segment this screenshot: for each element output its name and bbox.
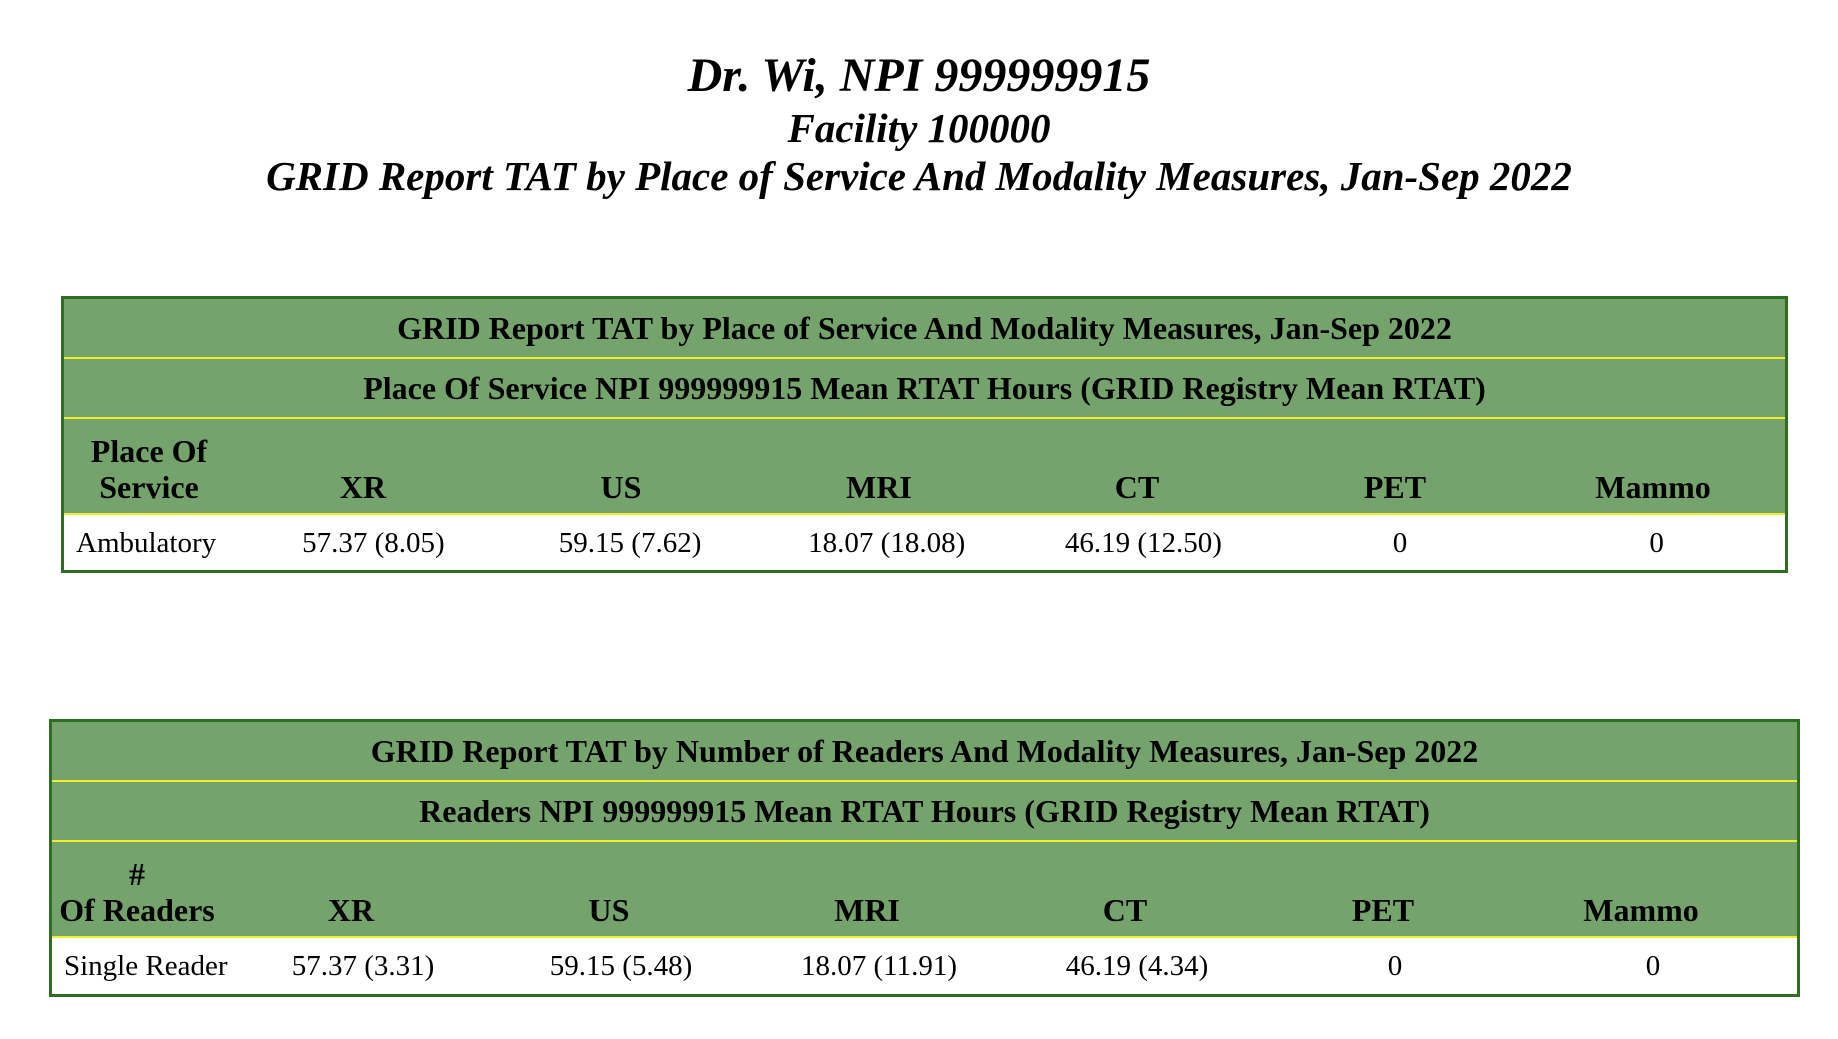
column-header-mri: MRI [846, 469, 912, 505]
row-label: Ambulatory [76, 526, 217, 559]
column-header-row [52, 842, 1797, 938]
column-header-number-of-readers [52, 856, 222, 936]
column-header-line2: Of Readers [59, 892, 215, 928]
column-header-mammo: Mammo [1583, 892, 1699, 928]
column-header-row [64, 419, 1785, 515]
facility-title: Facility 100000 [787, 105, 1051, 151]
row-label: Single Reader [64, 949, 228, 982]
cell-mammo: 0 [1649, 526, 1664, 559]
column-header-us: US [600, 469, 642, 505]
number-of-readers-table [49, 719, 1800, 997]
table-subtitle: Readers NPI 999999915 Mean RTAT Hours (GRID Registry Mean RTAT) [52, 782, 1797, 842]
cell-mri: 18.07 (11.91) [801, 949, 957, 982]
cell-ct: 46.19 (4.34) [1065, 949, 1209, 982]
column-header-xr: XR [327, 892, 375, 928]
physician-title: Dr. Wi, NPI 999999915 [687, 49, 1151, 102]
cell-pet: 0 [1387, 949, 1403, 982]
column-header-line2: Service [99, 469, 199, 505]
column-header-ct: CT [1114, 469, 1160, 505]
column-header-us: US [588, 892, 630, 928]
cell-pet: 0 [1392, 526, 1408, 559]
table-title: GRID Report TAT by Place of Service And Modality Measures, Jan-Sep 2022 [64, 299, 1785, 359]
column-header-pet: PET [1351, 892, 1415, 928]
column-header-xr: XR [339, 469, 387, 505]
cell-mammo: 0 [1645, 949, 1661, 982]
column-header-mri: MRI [834, 892, 900, 928]
column-header-line1: # [129, 856, 145, 892]
column-header-ct: CT [1102, 892, 1148, 928]
report-header [0, 48, 1838, 200]
place-of-service-table [61, 296, 1788, 573]
column-header-place-of-service [64, 433, 234, 513]
column-header-line1: Place Of [90, 433, 208, 469]
column-header-mammo: Mammo [1595, 469, 1711, 505]
table-title: GRID Report TAT by Number of Readers And Modality Measures, Jan-Sep 2022 [52, 722, 1797, 782]
table-row [64, 515, 1785, 571]
cell-xr: 57.37 (3.31) [291, 949, 435, 982]
cell-xr: 57.37 (8.05) [302, 526, 445, 559]
table-subtitle: Place Of Service NPI 999999915 Mean RTAT Hours (GRID Registry Mean RTAT) [64, 359, 1785, 419]
cell-us: 59.15 (5.48) [549, 949, 693, 982]
column-header-pet: PET [1363, 469, 1427, 505]
cell-ct: 46.19 (12.50) [1064, 526, 1222, 559]
report-title: GRID Report TAT by Place of Service And Modality Measures, Jan-Sep 2022 [266, 153, 1572, 199]
cell-mri: 18.07 (18.08) [808, 526, 966, 559]
table-row [52, 938, 1797, 994]
cell-us: 59.15 (7.62) [558, 526, 702, 559]
